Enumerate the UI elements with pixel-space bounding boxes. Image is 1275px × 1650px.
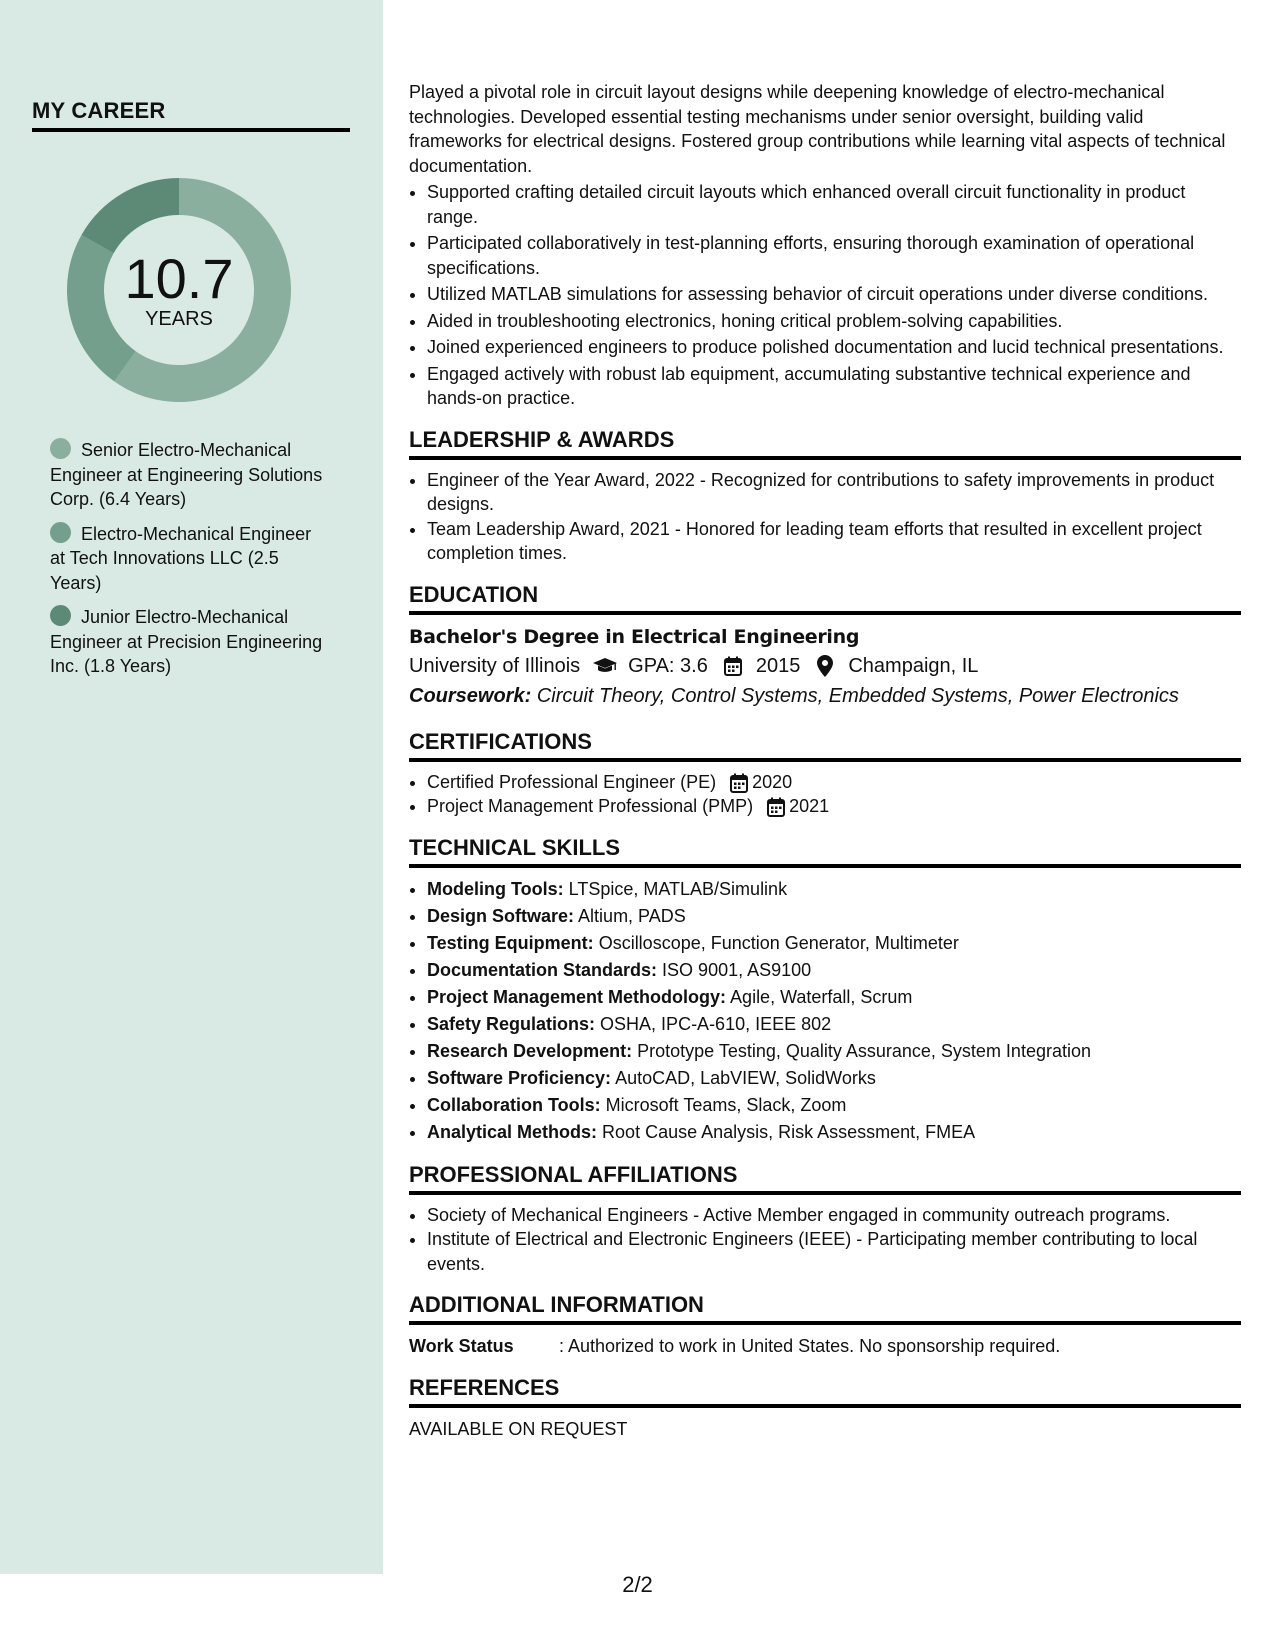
affiliations-section-title: PROFESSIONAL AFFILIATIONS [409, 1162, 1241, 1195]
experience-bullets [409, 180, 1241, 411]
skill-value: Oscilloscope, Function Generator, Multimeter [598, 932, 959, 953]
graduation-cap-icon [592, 655, 618, 677]
list-item: • Aided in troubleshooting electronics, honing critical problem-solving capabilities. [427, 309, 1241, 334]
sidebar [0, 0, 383, 1574]
list-item [427, 1092, 1241, 1119]
skill-label: Research Development: [427, 1040, 633, 1061]
skills-section-title: TECHNICAL SKILLS [409, 835, 1241, 868]
calendar-icon [767, 797, 785, 815]
education-coursework [409, 681, 1241, 711]
skill-value: Altium, PADS [578, 905, 686, 926]
skill-label: Modeling Tools: [427, 878, 564, 899]
references-section-title: REFERENCES [409, 1375, 1241, 1408]
list-item [427, 1011, 1241, 1038]
career-legend-label: Senior Electro-Mechanical Engineer at Engineering Solutions Corp. (6.4 Years) [50, 440, 323, 509]
list-item [427, 1038, 1241, 1065]
skill-label: Project Management Methodology: [427, 986, 727, 1007]
legend-dot-icon [50, 605, 71, 626]
skill-label: Design Software: [427, 905, 575, 926]
skills-list [409, 876, 1241, 1146]
skill-label: Collaboration Tools: [427, 1094, 601, 1115]
education-details [409, 651, 1241, 681]
list-item: • Engaged actively with robust lab equipment, accumulating substantive technical experience and hands-on practice. [427, 362, 1241, 411]
work-status-row [409, 1333, 1241, 1359]
skill-label: Analytical Methods: [427, 1121, 598, 1142]
skill-value: Prototype Testing, Quality Assurance, System Integration [637, 1040, 1091, 1061]
list-item: • Society of Mechanical Engineers - Active Member engaged in community outreach programs. [427, 1203, 1241, 1228]
work-status-label: Work Status [409, 1336, 514, 1356]
education-school: University of Illinois [409, 654, 581, 677]
education-section-title: EDUCATION [409, 582, 1241, 615]
career-legend-label: Junior Electro-Mechanical Engineer at Precision Engineering Inc. (1.8 Years) [50, 607, 323, 676]
leadership-section-title: LEADERSHIP & AWARDS [409, 427, 1241, 460]
additional-section-title: ADDITIONAL INFORMATION [409, 1292, 1241, 1325]
coursework-label: Coursework: [409, 684, 532, 707]
list-item [427, 770, 1241, 795]
map-pin-icon [812, 655, 838, 677]
list-item [427, 876, 1241, 903]
leadership-list [409, 468, 1241, 566]
certification-name: • Certified Professional Engineer (PE) [427, 771, 717, 792]
total-years-value: 10.7 [124, 246, 234, 310]
skill-value: AutoCAD, LabVIEW, SolidWorks [615, 1067, 876, 1088]
certification-year: 2020 [752, 771, 793, 792]
skill-value: Microsoft Teams, Slack, Zoom [605, 1094, 847, 1115]
education-location: Champaign, IL [848, 654, 979, 677]
certification-year: 2021 [789, 796, 830, 816]
career-legend-item [50, 438, 330, 512]
list-item [427, 984, 1241, 1011]
list-item [427, 1065, 1241, 1092]
education-degree: Bachelor's Degree in Electrical Engineering [409, 625, 860, 648]
coursework-value: Circuit Theory, Control Systems, Embedded Systems, Power Electronics [536, 684, 1179, 707]
list-item: • Engineer of the Year Award, 2022 - Recognized for contributions to safety improvements in product designs. [427, 468, 1241, 517]
skill-value: Root Cause Analysis, Risk Assessment, FMEA [602, 1121, 976, 1142]
list-item: • Utilized MATLAB simulations for assessing behavior of circuit operations under diverse conditions. [427, 282, 1241, 307]
career-legend-item [50, 522, 330, 596]
certifications-list [409, 770, 1241, 819]
experience-summary: Played a pivotal role in circuit layout designs while deepening knowledge of electro-mechanical technologies. Developed essential testing mechanisms under senior oversight, building valid frameworks for electrical designs. Fostered group contributions while learning vital aspects of technical documentation. [409, 82, 1226, 176]
skill-label: Testing Equipment: [427, 932, 594, 953]
skill-value: Agile, Waterfall, Scrum [730, 986, 913, 1007]
skill-label: Documentation Standards: [427, 959, 658, 980]
skill-label: Software Proficiency: [427, 1067, 612, 1088]
legend-dot-icon [50, 522, 71, 543]
list-item: • Joined experienced engineers to produce polished documentation and lucid technical presentations. [427, 335, 1241, 360]
donut-center [66, 177, 292, 403]
education-gpa: GPA: 3.6 [628, 654, 708, 677]
skill-value: LTSpice, MATLAB/Simulink [568, 878, 788, 899]
career-legend-label: Electro-Mechanical Engineer at Tech Innovations LLC (2.5 Years) [50, 523, 312, 593]
career-section-title: MY CAREER [32, 98, 350, 132]
list-item [427, 930, 1241, 957]
references-text: AVAILABLE ON REQUEST [409, 1419, 628, 1439]
skill-label: Safety Regulations: [427, 1013, 596, 1034]
legend-dot-icon [50, 438, 71, 459]
list-item: • Institute of Electrical and Electronic Engineers (IEEE) - Participating member contributing to local events. [427, 1227, 1241, 1276]
list-item [427, 957, 1241, 984]
list-item [427, 1119, 1241, 1146]
skill-value: OSHA, IPC-A-610, IEEE 802 [600, 1013, 832, 1034]
affiliations-list [409, 1203, 1241, 1277]
main-content [409, 80, 1241, 1442]
career-legend [50, 438, 330, 689]
list-item: • Team Leadership Award, 2021 - Honored for leading team efforts that resulted in excellent project completion times. [427, 517, 1241, 566]
list-item [427, 903, 1241, 930]
skill-value: ISO 9001, AS9100 [662, 959, 812, 980]
calendar-icon [730, 773, 748, 791]
page-number: 2/2 [622, 1572, 653, 1597]
total-years-unit: YEARS [145, 307, 213, 330]
list-item: • Participated collaboratively in test-planning efforts, ensuring thorough examination of operational specifications. [427, 231, 1241, 280]
certification-name: • Project Management Professional (PMP) [427, 796, 754, 816]
career-donut-chart [66, 177, 292, 403]
certifications-section-title: CERTIFICATIONS [409, 729, 1241, 762]
calendar-icon [720, 655, 746, 677]
work-status-value: : Authorized to work in United States. No sponsorship required. [559, 1336, 1061, 1356]
career-legend-item [50, 605, 330, 679]
list-item [427, 794, 1241, 819]
list-item: • Supported crafting detailed circuit layouts which enhanced overall circuit functionality in product range. [427, 180, 1241, 229]
education-year: 2015 [755, 654, 801, 677]
